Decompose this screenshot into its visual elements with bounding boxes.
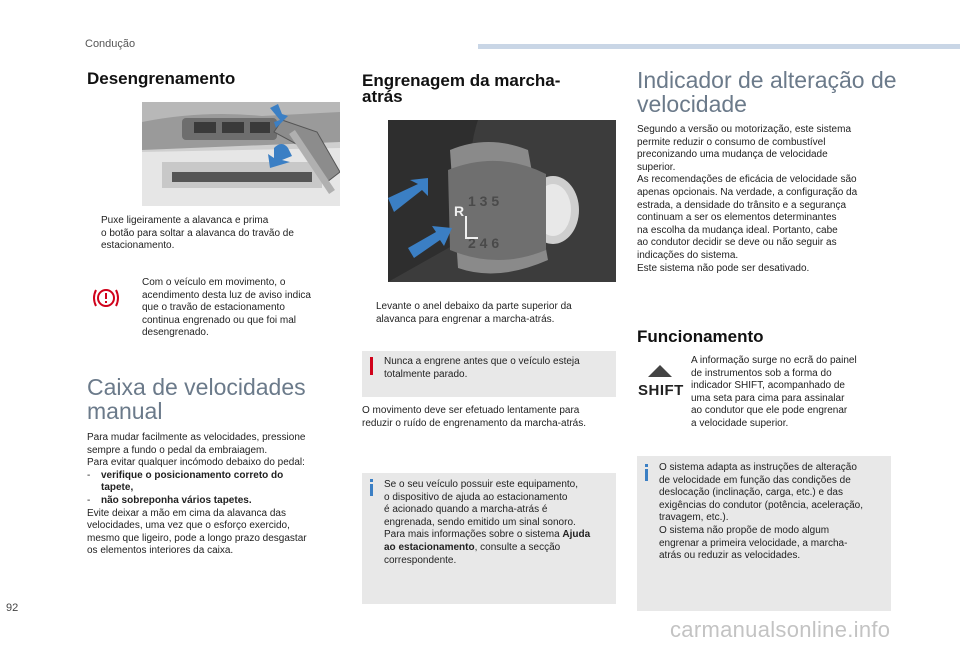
text-line: estacionamento. xyxy=(101,240,175,252)
desengrenamento-title: Desengrenamento xyxy=(87,69,236,88)
text-line: ao condutor decidir se deve ou não seguir as xyxy=(637,237,837,249)
text-line: o dispositivo de ajuda ao estacionamento xyxy=(384,491,568,503)
text-line: Puxe ligeiramente a alavanca e prima xyxy=(101,215,269,226)
shift-label: SHIFT xyxy=(638,382,684,399)
section-header: Condução xyxy=(85,38,136,50)
bold-span: Ajuda xyxy=(562,529,591,541)
text-line: O movimento deve ser efetuado lentamente para xyxy=(362,405,580,416)
text-line: na escolha da mudança ideal. Portanto, cabe xyxy=(637,224,838,236)
text-line: continuam a ser os elementos determinantes xyxy=(637,212,837,224)
text-line: engrenada, sendo emitido um sinal sonoro. xyxy=(384,516,576,528)
text-span: Para mais informações sobre o sistema xyxy=(384,529,560,541)
gear-pattern-top: 1 3 5 xyxy=(468,193,500,209)
text-line: A informação surge no ecrã do painel xyxy=(691,355,857,366)
text-line: atrás ou reduzir as velocidades. xyxy=(659,550,801,562)
gearbox-text xyxy=(87,432,347,558)
text-line: Para evitar qualquer incómodo debaixo do pedal: xyxy=(87,457,305,469)
title-line: Indicador de alteração de xyxy=(637,67,897,93)
parking-brake-image xyxy=(142,102,340,206)
title-line: Caixa de velocidades xyxy=(87,374,306,400)
list-item: - verifique o posicionamento correto do tapete, xyxy=(87,470,347,495)
text-line: exigências do condutor (potência, aceleração, xyxy=(659,499,864,511)
title-line: manual xyxy=(87,398,163,424)
text-line: mesmo que ligeiro, pode a longo prazo desgastar xyxy=(87,532,307,544)
text-line: estrada, a densidade do trânsito e a segurança xyxy=(637,199,847,211)
reverse-gear-title xyxy=(362,71,560,106)
arrow-up-icon xyxy=(638,364,682,378)
text-line: o botão para soltar a alavanca do travão de xyxy=(101,227,294,239)
text-line: As recomendações de eficácia de velocidade são xyxy=(637,174,857,186)
text-line: verifique o posicionamento correto do xyxy=(101,469,284,481)
text-line: deslocação (inclinação, carga, etc.) e das xyxy=(659,487,843,499)
text-line: Levante o anel debaixo da parte superior da xyxy=(376,301,572,312)
shift-indicator-text xyxy=(637,124,897,275)
text-line: uma seta para cima para assinalar xyxy=(691,392,845,404)
text-line: de velocidade em função das condições de xyxy=(659,474,851,486)
text-span: , consulte a secção xyxy=(474,541,561,553)
shift-info-box xyxy=(637,456,891,611)
info-icon xyxy=(370,479,373,496)
text-line: sempre a fundo o pedal da embraiagem. xyxy=(87,444,268,456)
reverse-text xyxy=(362,405,620,430)
info-icon xyxy=(645,464,648,481)
text-line: ao condutor que ele pode engrenar xyxy=(691,405,848,417)
text-line: velocidades, uma vez que o esforço exercido, xyxy=(87,520,290,532)
text-line: totalmente parado. xyxy=(384,368,468,380)
text-line: desengrenado. xyxy=(142,327,209,339)
text-line: Segundo a versão ou motorização, este sistema xyxy=(637,124,852,135)
text-line: indicações do sistema. xyxy=(637,249,739,261)
text-line: engrenar a primeira velocidade, a marcha- xyxy=(659,537,848,549)
text-line: reduzir o ruído de engrenamento da marcha-atrás. xyxy=(362,417,587,429)
watermark: carmanualsonline.info xyxy=(670,617,891,642)
header-bar xyxy=(478,44,960,49)
text-line: a velocidade superior. xyxy=(691,417,789,429)
text-line: Nunca a engrene antes que o veículo esteja xyxy=(384,356,580,367)
gearbox-title xyxy=(87,375,306,423)
brake-warning-icon xyxy=(90,286,122,315)
text-line xyxy=(384,542,612,555)
text-line: Este sistema não pode ser desativado. xyxy=(637,262,810,274)
text-line: O sistema adapta as instruções de alteração xyxy=(659,462,857,473)
gear-pattern-bottom: 2 4 6 xyxy=(468,235,500,251)
brake-warning-text xyxy=(142,277,342,340)
text-line: é acionado quando a marcha-atrás é xyxy=(384,504,548,516)
text-line: não sobreponha vários tapetes. xyxy=(101,494,252,506)
reverse-warning-box xyxy=(362,351,616,397)
parking-brake-illustration xyxy=(142,102,340,206)
text-line: que o travão de estacionamento xyxy=(142,302,285,314)
text-line: alavanca para engrenar a marcha-atrás. xyxy=(376,313,555,325)
text-line: indicador SHIFT, acompanhado de xyxy=(691,380,845,392)
text-line: preconizando uma mudança de velocidade xyxy=(637,149,828,161)
text-line: travagem, etc.). xyxy=(659,512,729,524)
text-line: tapete, xyxy=(101,482,134,494)
text-line: Evite deixar a mão em cima da alavanca das xyxy=(87,507,286,519)
shift-description xyxy=(691,355,891,431)
gear-knob-image xyxy=(388,120,616,282)
bold-span: ao estacionamento xyxy=(384,541,475,553)
shift-indicator-title xyxy=(637,68,897,116)
title-line: atrás xyxy=(362,87,403,106)
text-line: Para mudar facilmente as velocidades, pressione xyxy=(87,432,306,443)
gear-knob-illustration xyxy=(388,120,616,282)
text-line: permite reduzir o consumo de combustível xyxy=(637,136,826,148)
parking-aid-info-box xyxy=(362,473,616,604)
title-line: Engrenagem da marcha- xyxy=(362,71,561,90)
text-line: os elementos interiores da caixa. xyxy=(87,545,234,557)
text-line: Se o seu veículo possuir este equipamento, xyxy=(384,479,579,490)
warning-exclamation-icon xyxy=(370,357,373,375)
text-line: correspondente. xyxy=(384,554,457,566)
shift-indicator-icon xyxy=(638,364,682,399)
text-line: de instrumentos sob a forma do xyxy=(691,367,832,379)
gear-pattern-reverse: R xyxy=(454,203,465,219)
page-number: 92 xyxy=(6,602,19,614)
title-line: velocidade xyxy=(637,91,747,117)
text-line: superior. xyxy=(637,161,676,173)
text-line: apenas opcionais. Na verdade, a configuração da xyxy=(637,186,858,198)
text-line: continua engrenado ou que foi mal xyxy=(142,314,297,326)
text-line: O sistema não propõe de modo algum xyxy=(659,524,830,536)
text-line: Com o veículo em movimento, o xyxy=(142,277,286,288)
list-item: - não sobreponha vários tapetes. xyxy=(87,495,347,508)
funcionamento-title: Funcionamento xyxy=(637,327,764,346)
text-line xyxy=(384,529,612,542)
text-line: acendimento desta luz de aviso indica xyxy=(142,289,311,301)
